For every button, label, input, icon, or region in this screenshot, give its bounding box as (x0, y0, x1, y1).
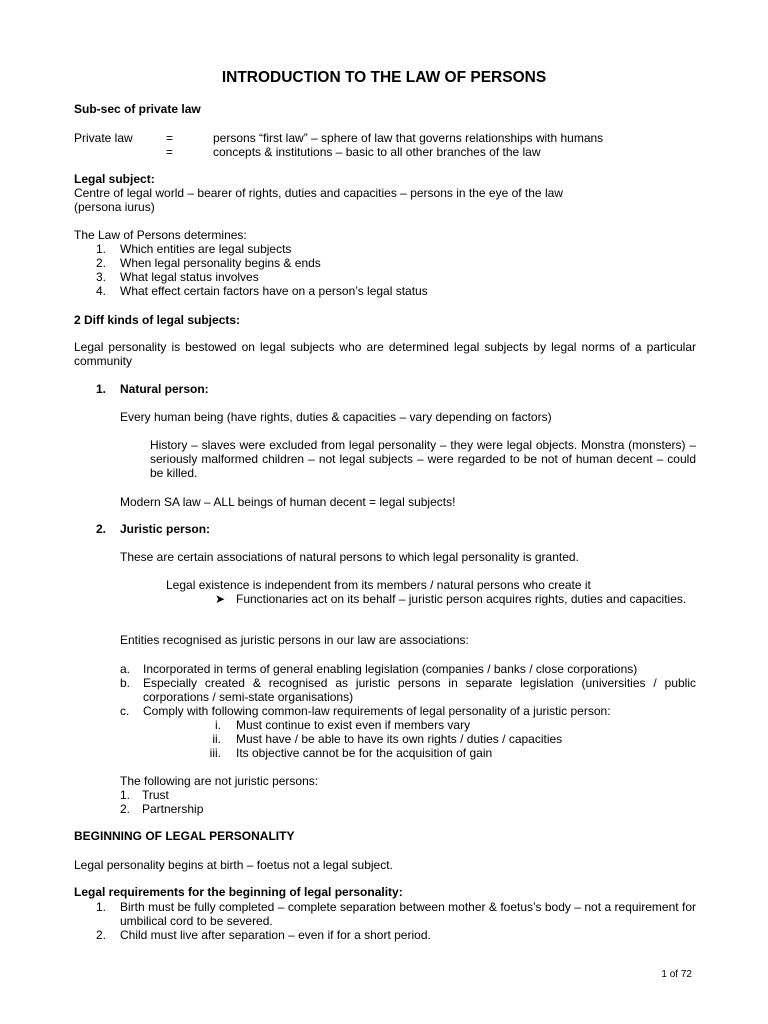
not-juristic-intro: The following are not juristic persons: (120, 774, 319, 788)
beginning-requirements-list (74, 900, 696, 942)
definition-text: persons “first law” – sphere of law that governs relationships with humans (213, 131, 604, 145)
diff-kinds-text: Legal personality is bestowed on legal subjects who are determined legal subjects by legal norms of a particular community (74, 340, 696, 368)
list-item: a. Incorporated in terms of general enabling legislation (companies / banks / close corporations) (120, 662, 638, 676)
equals-sign: = (166, 145, 174, 159)
legal-existence-text: Legal existence is independent from its members / natural persons who create it (166, 578, 591, 592)
list-item: 1. Which entities are legal subjects (96, 242, 292, 256)
juristic-person-text: These are certain associations of natural persons to which legal personality is granted. (120, 550, 579, 564)
diff-kinds-heading: 2 Diff kinds of legal subjects: (74, 313, 241, 327)
page-number: 1 of 72 (661, 969, 692, 980)
subsec-heading: Sub-sec of private law (74, 102, 201, 116)
definition-row (74, 131, 696, 145)
functionaries-text: Functionaries act on its behalf – juristic person acquires rights, duties and capacities. (236, 592, 687, 606)
list-item: 2. Child must live after separation – even if for a short period. (96, 928, 431, 942)
private-law-definition (74, 131, 696, 159)
beginning-heading: BEGINNING OF LEGAL PERSONALITY (74, 829, 295, 843)
definition-row (74, 145, 696, 159)
arrow-bullet-icon: ➤ (215, 592, 226, 606)
natural-person-modern: Modern SA law – ALL beings of human decent = legal subjects! (120, 495, 456, 509)
juristic-person-number: 2. (96, 522, 107, 536)
list-item: 2. When legal personality begins & ends (96, 256, 321, 270)
legal-subject-heading: Legal subject: (74, 172, 155, 186)
legal-subject-text: Centre of legal world – bearer of rights, duties and capacities – persons in the eye of the law (persona iurus) (74, 186, 563, 214)
list-item: 3. What legal status involves (96, 270, 259, 284)
juristic-person-heading: Juristic person: (120, 522, 211, 536)
natural-person-text: Every human being (have rights, duties & capacities – vary depending on factors) (120, 410, 552, 424)
law-of-persons-intro: The Law of Persons determines: (74, 228, 247, 242)
definition-text: concepts & institutions – basic to all other branches of the law (213, 145, 541, 159)
natural-person-number: 1. (96, 382, 107, 396)
list-item: 4. What effect certain factors have on a person’s legal status (96, 284, 428, 298)
page-title: INTRODUCTION TO THE LAW OF PERSONS (221, 69, 547, 86)
natural-person-history: History – slaves were excluded from legal personality – they were legal objects. Monstra (monsters) – seriously malformed children – not legal subjects – were regarded to be not of human decent – could be killed. (150, 438, 696, 480)
entities-intro: Entities recognised as juristic persons in our law are associations: (120, 633, 469, 647)
beginning-text: Legal personality begins at birth – foetus not a legal subject. (74, 858, 393, 872)
law-of-persons-list (74, 242, 696, 298)
list-item: c. Comply with following common-law requirements of legal personality of a juristic person: (120, 704, 611, 718)
natural-person-heading: Natural person: (120, 382, 209, 396)
requirements-heading: Legal requirements for the beginning of legal personality: (74, 885, 403, 899)
list-item: b. Especially created & recognised as juristic persons in separate legislation (universities / public corporations / semi-state organisations) (120, 676, 696, 704)
equals-sign: = (166, 131, 174, 145)
document-page: INTRODUCTION TO THE LAW OF PERSONS Sub-sec of private law Private law = persons “first law” – sphere of law that governs relationships with humans = concepts & institutions – basic to all other branches of the law Legal subject: Centre of legal world – bearer of rights, duties and capacities – persons in the eye of the law (persona iurus) The Law of Persons determines: 1. Which entities are legal subjects 2. When legal personality begins & ends 3. What legal status involves 4. What effect certain factors have on a person’s legal status 2 Diff kinds of legal subjects: Legal personality is bestowed on legal subjects who are determined legal subjects by legal norms of a particular community 1. Natural person: Every human being (have rights, duties & capacities – vary depending on factors) History – slaves were excluded from legal personality – they were legal objects. Monstra (monsters) – seriously malformed children – not legal subjects – were regarded to be not of human decent – could be killed. Modern SA law – ALL beings of human decent = legal subjects! 2. Juristic person: These are certain associations of natural persons to which legal personality is granted. Legal existence is independent from its members / natural persons who create it ➤ Functionaries act on its behalf – juristic person acquires rights, duties and capacities. Entities recognised as juristic persons in our law are associations: a. Incorporated in terms of general enabling legislation (companies / banks / close corporations) b. Especially created & recognised as juristic persons in separate legislation (universities / public corporations / semi-state organisations) c. Comply with following common-law requirements of legal personality of a juristic person: i. Must continue to exist even if members vary ii. Must have / be able to have its own rights / duties / capacities iii. Its objective cannot be for the acquisition of gain The following are not juristic persons: 1. Trust 2. Partnership BEGINNING OF LEGAL PERSONALITY Legal personality begins at birth – foetus not a legal subject. Legal requirements for the beginning of legal personality: 1. Birth must be fully completed – complete separation between mother & foetus’s body – not a requirement for umbilical cord to be severed. 2. Child must live after separation – even if for a short period. 1 of 72 (0, 0, 768, 1024)
private-law-term: Private law (74, 131, 133, 145)
list-item: 1. Birth must be fully completed – complete separation between mother & foetus’s body – not a requirement for umbilical cord to be severed. (96, 900, 696, 928)
entities-list (120, 662, 696, 718)
